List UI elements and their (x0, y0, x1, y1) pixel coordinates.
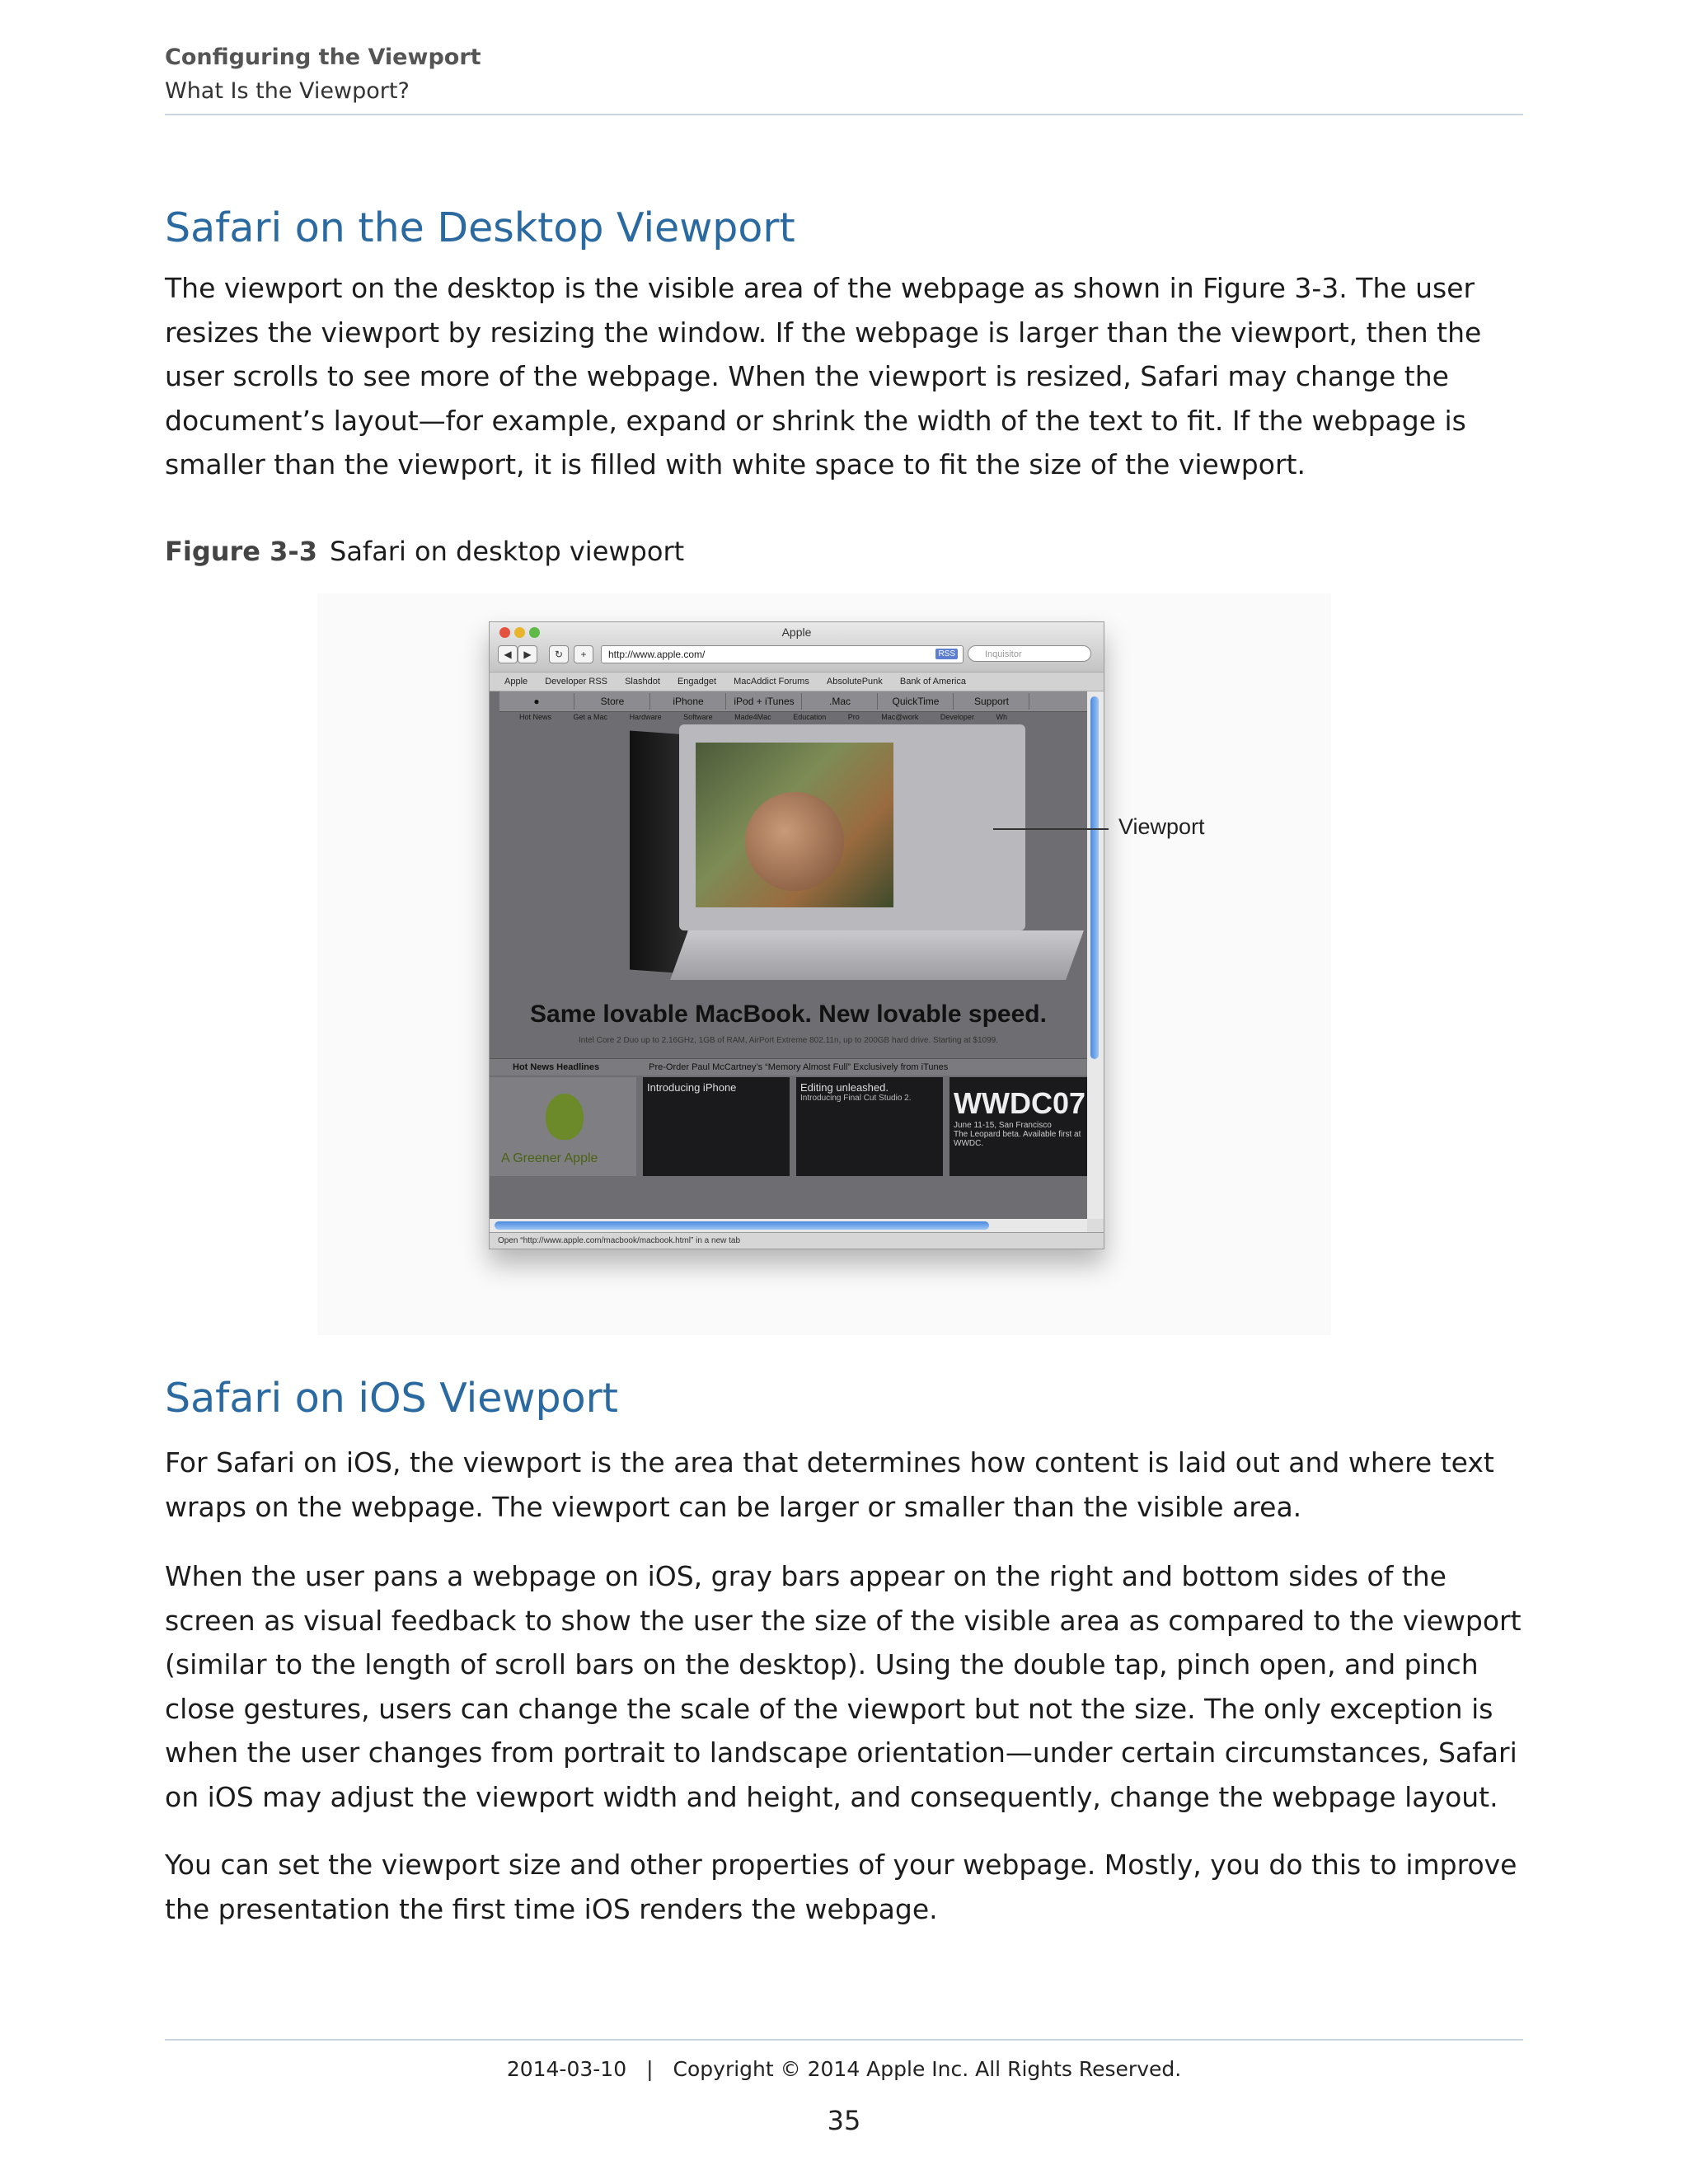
hot-news-text[interactable]: Pre-Order Paul McCartney’s “Memory Almost Full” Exclusively from iTunes (649, 1062, 949, 1072)
back-icon[interactable]: ◀ (498, 645, 518, 663)
subnav-item[interactable]: Software (683, 713, 713, 721)
promo-tiles (490, 1077, 1087, 1176)
footer-rule (165, 2039, 1523, 2041)
subnav-item[interactable]: Wh (996, 713, 1007, 721)
header-rule (165, 114, 1523, 115)
bookmark-item[interactable]: Developer RSS (545, 677, 608, 687)
figure-number: Figure 3-3 (165, 536, 317, 567)
tile-wwdc[interactable] (950, 1077, 1087, 1176)
window-title: Apple (781, 626, 812, 639)
vertical-scroll-thumb[interactable] (1090, 696, 1099, 1059)
tile-date: June 11-15, San Francisco (954, 1121, 1052, 1130)
tile-label: A Greener Apple (501, 1151, 598, 1165)
nav-tab[interactable]: QuickTime (879, 693, 954, 710)
subnav-item[interactable]: Developer (940, 713, 974, 721)
forward-icon[interactable]: ▶ (518, 645, 537, 663)
subnav-item[interactable]: Mac@work (881, 713, 919, 721)
footer-text (0, 2057, 1688, 2081)
paragraph-ios-2: When the user pans a webpage on iOS, gray bars appear on the right and bottom sides of the screen as visual feedback to show the user the size of the visible area as compared to the viewport (similar to the length of scroll bars on the desktop). Using the double tap, pinch open, and pinch close gestures, users can change the scale of the viewport but not the size. The only exception is when the user changes from portrait to landscape orientation—under certain circumstances, Safari on iOS may adjust the viewport width and height, and consequently, change the webpage layout. (165, 1560, 1522, 1813)
bookmark-item[interactable]: Slashdot (625, 677, 660, 687)
nav-tab[interactable]: .Mac (803, 693, 878, 710)
add-bookmark-icon[interactable]: + (574, 645, 593, 663)
horizontal-scrollbar[interactable] (490, 1219, 1087, 1232)
callout-label-viewport: Viewport (1118, 814, 1205, 839)
subnav-item[interactable]: Made4Mac (734, 713, 771, 721)
bookmark-item[interactable]: AbsolutePunk (826, 677, 883, 687)
browser-toolbar (498, 644, 1095, 665)
promo-headline[interactable]: Same lovable MacBook. New lovable speed. (530, 1001, 1047, 1028)
bookmark-item[interactable]: MacAddict Forums (734, 677, 809, 687)
figure-safari-desktop (317, 593, 1331, 1352)
macbook-display-photo (696, 743, 893, 907)
section-heading-desktop: Safari on the Desktop Viewport (165, 204, 795, 251)
bookmark-item[interactable]: Apple (504, 677, 528, 687)
macbook-keyboard-image (670, 930, 1084, 980)
url-field[interactable] (601, 645, 964, 663)
tile-note: The Leopard beta. Available first at WWDC. (954, 1130, 1081, 1148)
paragraph-ios-3: You can set the viewport size and other properties of your webpage. Mostly, you do this to improve the presentation the first time iOS renders the webpage. (165, 1849, 1517, 1925)
bookmark-item[interactable]: Engadget (677, 677, 717, 687)
horizontal-scroll-thumb[interactable] (495, 1221, 989, 1230)
subnav-item[interactable]: Pro (847, 713, 860, 721)
running-header (165, 41, 481, 108)
webpage-content (490, 691, 1087, 1219)
bookmark-item[interactable]: Bank of America (899, 677, 966, 687)
reload-icon[interactable]: ↻ (549, 645, 569, 663)
nav-tab[interactable]: Support (954, 693, 1029, 710)
status-bar: Open “http://www.apple.com/macbook/macbook.html” in a new tab (490, 1232, 1104, 1249)
subnav-item[interactable]: Education (793, 713, 827, 721)
footer-separator: | (646, 2057, 654, 2081)
section-heading-ios: Safari on iOS Viewport (165, 1375, 618, 1422)
tile-label: WWDC07 (954, 1086, 1085, 1120)
paragraph-desktop: The viewport on the desktop is the visible area of the webpage as shown in Figure 3-3. The user resizes the viewport by resizing the window. If the webpage is larger than the viewport, then the user scrolls to see more of the webpage. When the viewport is resized, Safari may change the document’s layout—for example, expand or shrink the width of the text to fit. If the webpage is smaller than the viewport, it is filled with white space to fit the size of the viewport. (165, 272, 1482, 480)
photo-children (745, 792, 844, 891)
site-nav (499, 691, 1087, 712)
apple-logo-icon[interactable]: ● (499, 693, 574, 710)
tile-label: Editing unleashed. (800, 1081, 889, 1094)
hot-news-label: Hot News Headlines (513, 1062, 600, 1072)
window-titlebar (490, 622, 1104, 672)
page-number: 35 (827, 2105, 861, 2136)
footer-copyright: Copyright © 2014 Apple Inc. All Rights Reserved. (673, 2057, 1182, 2081)
paragraph-ios-1: For Safari on iOS, the viewport is the area that determines how content is laid out and where text wraps on the webpage. The viewport can be larger or smaller than the visible area. (165, 1446, 1494, 1523)
tile-label: Introducing iPhone (647, 1081, 737, 1094)
tile-greener-apple[interactable] (490, 1077, 636, 1176)
nav-tab[interactable]: Store (575, 693, 650, 710)
rss-badge[interactable]: RSS (935, 649, 958, 659)
callout-line (993, 828, 1109, 830)
nav-tab[interactable]: iPod + iTunes (727, 693, 802, 710)
browser-window (489, 621, 1104, 1249)
bookmarks-bar (490, 672, 1104, 691)
promo-subheadline: Intel Core 2 Duo up to 2.16GHz, 1GB of RAM, AirPort Extreme 802.11n, up to 200GB hard drive. Starting at $1099. (579, 1036, 998, 1045)
figure-caption-text: Safari on desktop viewport (330, 536, 685, 567)
search-field[interactable]: Inquisitor (968, 645, 1091, 662)
hot-news-bar (490, 1058, 1087, 1076)
header-section: What Is the Viewport? (165, 77, 410, 104)
tile-sublabel: Introducing Final Cut Studio 2. (800, 1094, 912, 1103)
vertical-scrollbar[interactable] (1087, 691, 1104, 1219)
subnav-item[interactable]: Get a Mac (573, 713, 608, 721)
tile-final-cut[interactable] (796, 1077, 943, 1176)
subnav-item[interactable]: Hot News (519, 713, 552, 721)
nav-tab[interactable]: iPhone (651, 693, 726, 710)
header-chapter: Configuring the Viewport (165, 45, 481, 70)
url-text: http://www.apple.com/ (608, 649, 706, 660)
macbook-white-image (679, 724, 1025, 930)
subnav-item[interactable]: Hardware (629, 713, 662, 721)
site-subnav (499, 712, 1087, 722)
tile-iphone[interactable] (643, 1077, 790, 1176)
figure-caption (165, 536, 684, 567)
apple-leaf-icon (546, 1094, 584, 1140)
footer-date: 2014-03-10 (506, 2057, 627, 2081)
